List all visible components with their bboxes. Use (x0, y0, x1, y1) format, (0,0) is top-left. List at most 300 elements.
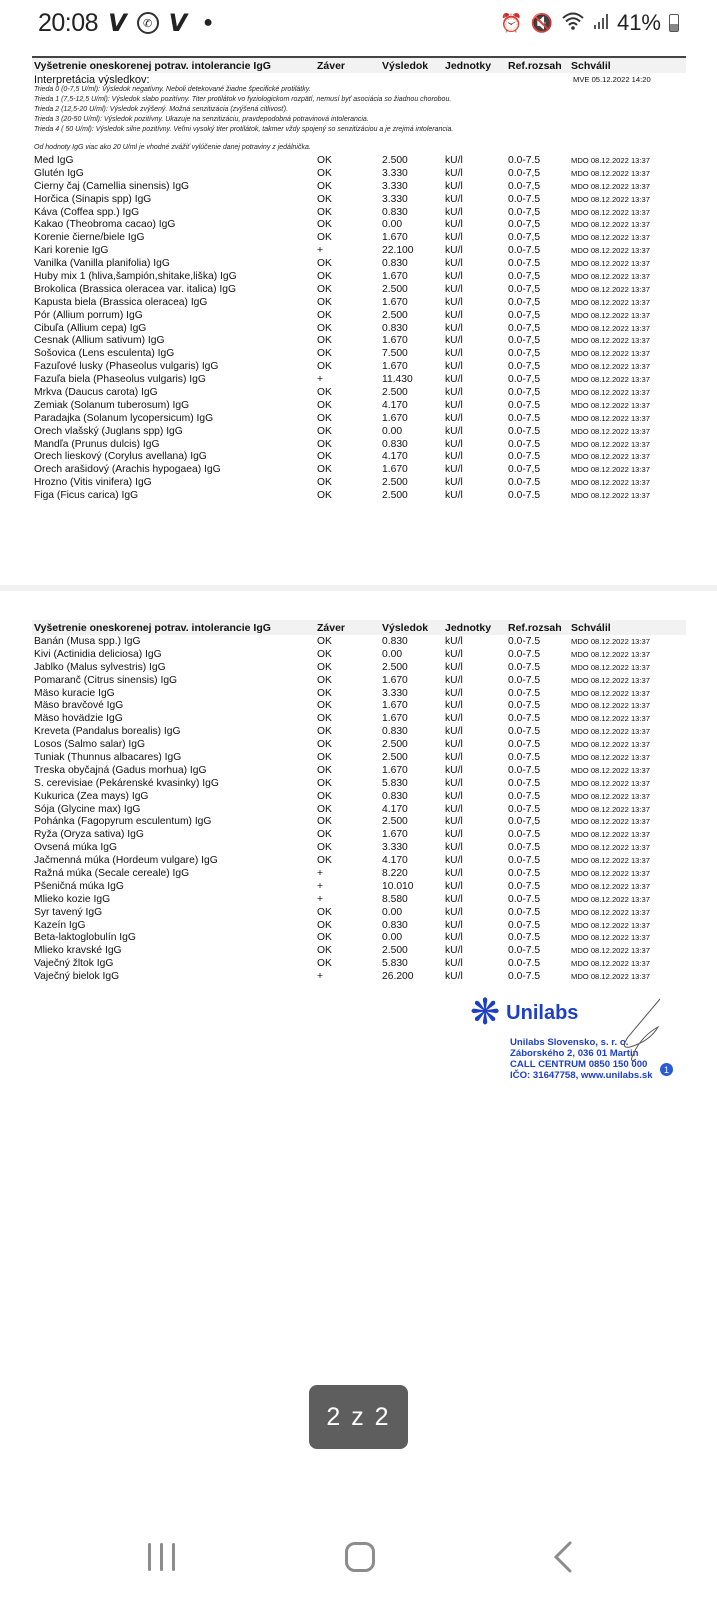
result-value: 8.580 (382, 893, 408, 905)
units: kU/l (445, 232, 463, 244)
header-jednotky: Jednotky (445, 59, 492, 72)
test-name: S. cerevisiae (Pekárenské kvasinky) IgG (34, 777, 219, 789)
reference-range: 0.0-7.5 (508, 726, 541, 738)
approved-by: MDO 08.12.2022 13:37 (571, 259, 650, 269)
stamp-line: CALL CENTRUM 0850 150 000 (510, 1059, 648, 1070)
reference-range: 0.0-7.5 (508, 842, 541, 854)
reference-range: 0.0-7,5 (508, 348, 541, 360)
recent-apps-icon-bar (148, 1543, 151, 1571)
units: kU/l (445, 374, 463, 386)
conclusion: OK (317, 700, 332, 712)
test-name: Fazuľa biela (Phaseolus vulgaris) IgG (34, 374, 206, 386)
conclusion: OK (317, 751, 332, 763)
reference-range: 0.0-7,5 (508, 322, 541, 334)
reference-range: 0.0-7.5 (508, 700, 541, 712)
test-name: Treska obyčajná (Gadus morhua) IgG (34, 764, 207, 776)
table-row (32, 738, 686, 751)
conclusion: OK (317, 386, 332, 398)
test-name: Mäso bravčové IgG (34, 700, 124, 712)
unilabs-snowflake-icon: ❋ (470, 992, 501, 1033)
reference-range: 0.0-7.5 (508, 751, 541, 763)
units: kU/l (445, 880, 463, 892)
interpretation-line: Trieda 2 (12,5-20 U/ml): Výsledok zvýšený. Možná senzitizácia (zvýšená citlivosť). (34, 106, 289, 113)
unilabs-logo (470, 992, 579, 1033)
approved-by: MDO 08.12.2022 13:37 (571, 336, 650, 346)
home-icon (345, 1542, 375, 1572)
test-name: Šošovica (Lens esculenta) IgG (34, 348, 175, 360)
units: kU/l (445, 490, 463, 502)
table-row (32, 450, 686, 463)
status-time: 20:08 (38, 8, 99, 37)
result-value: 1.670 (382, 296, 408, 308)
interpretation-approved: MVE 05.12.2022 14:20 (573, 75, 651, 84)
conclusion: OK (317, 270, 332, 282)
units: kU/l (445, 932, 463, 944)
test-name: Ovsená múka IgG (34, 842, 117, 854)
conclusion: OK (317, 193, 332, 205)
test-name: Fazuľové lusky (Phaseolus vulgaris) IgG (34, 361, 219, 373)
units: kU/l (445, 167, 463, 179)
result-value: 1.670 (382, 764, 408, 776)
units: kU/l (445, 726, 463, 738)
table-row (32, 725, 686, 738)
result-value: 4.170 (382, 451, 408, 463)
test-name: Mandľa (Prunus dulcis) IgG (34, 438, 160, 450)
result-value: 0.830 (382, 790, 408, 802)
conclusion: OK (317, 180, 332, 192)
result-value: 26.200 (382, 971, 414, 983)
result-value: 3.330 (382, 687, 408, 699)
result-value: 8.220 (382, 867, 408, 879)
table-row (32, 463, 686, 476)
result-value: 1.670 (382, 335, 408, 347)
result-value: 2.500 (382, 154, 408, 166)
approved-by: MDO 08.12.2022 13:37 (571, 946, 650, 956)
table-row (32, 764, 686, 777)
result-value: 0.00 (382, 648, 403, 660)
reference-range: 0.0-7,5 (508, 816, 541, 828)
result-value: 22.100 (382, 245, 414, 257)
approved-by: MDO 08.12.2022 13:37 (571, 323, 650, 333)
result-value: 2.500 (382, 309, 408, 321)
reference-range: 0.0-7.5 (508, 867, 541, 879)
conclusion: OK (317, 661, 332, 673)
table-row (32, 373, 686, 386)
header-title: Vyšetrenie oneskorenej potrav. intolerancie IgG (34, 59, 271, 72)
test-name: Orech lieskový (Corylus avellana) IgG (34, 451, 207, 463)
conclusion: OK (317, 412, 332, 424)
result-value: 0.830 (382, 726, 408, 738)
alarm-icon: ⏰ (500, 12, 523, 34)
table-row (32, 751, 686, 764)
wifi-icon (561, 11, 585, 36)
result-value: 3.330 (382, 180, 408, 192)
conclusion: OK (317, 829, 332, 841)
table-row (32, 699, 686, 712)
document-page-1[interactable] (32, 48, 686, 508)
reference-range: 0.0-7.5 (508, 739, 541, 751)
header-ref: Ref.rozsah (508, 621, 562, 634)
conclusion: OK (317, 219, 332, 231)
navigation-bar (0, 1510, 717, 1600)
table-row (32, 648, 686, 661)
viber-v-icon: V (168, 9, 188, 37)
test-name: Horčica (Sinapis spp) IgG (34, 193, 152, 205)
header-vysledok: Výsledok (382, 59, 429, 72)
units: kU/l (445, 764, 463, 776)
result-value: 0.830 (382, 206, 408, 218)
result-value: 2.500 (382, 945, 408, 957)
battery-charging-icon (669, 14, 679, 32)
reference-range: 0.0-7.5 (508, 661, 541, 673)
table-row (32, 790, 686, 803)
conclusion: OK (317, 790, 332, 802)
reference-range: 0.0-7.5 (508, 932, 541, 944)
conclusion: OK (317, 490, 332, 502)
approved-by: MDO 08.12.2022 13:37 (571, 933, 650, 943)
reference-range: 0.0-7.5 (508, 635, 541, 647)
test-name: Mlieko kozie IgG (34, 893, 111, 905)
table-row (32, 412, 686, 425)
home-button[interactable] (343, 1540, 377, 1574)
approved-by: MDO 08.12.2022 13:37 (571, 649, 650, 659)
header-jednotky: Jednotky (445, 621, 492, 634)
unilabs-stamp (470, 992, 685, 1085)
header-title: Vyšetrenie oneskorenej potrav. intolerancie IgG (34, 621, 271, 634)
table-row (32, 438, 686, 451)
table-row (32, 880, 686, 893)
interpretation-line: Trieda 0 (0-7,5 U/ml): Výsledok negatívny. Neboli detekované žiadne špecifické protilátky. (34, 86, 311, 93)
test-name: Pór (Allium porrum) IgG (34, 309, 143, 321)
result-value: 3.330 (382, 167, 408, 179)
approved-by: MDO 08.12.2022 13:37 (571, 636, 650, 646)
approved-by: MDO 08.12.2022 13:37 (571, 297, 650, 307)
conclusion: OK (317, 674, 332, 686)
table-row (32, 322, 686, 335)
conclusion: OK (317, 816, 332, 828)
approved-by: MDO 08.12.2022 13:37 (571, 752, 650, 762)
units: kU/l (445, 855, 463, 867)
table-row (32, 309, 686, 322)
unilabs-brand: Unilabs (506, 1001, 579, 1024)
units: kU/l (445, 258, 463, 270)
result-value: 2.500 (382, 490, 408, 502)
approved-by: MDO 08.12.2022 13:37 (571, 349, 650, 359)
signal-icon (593, 12, 609, 35)
units: kU/l (445, 829, 463, 841)
approved-by: MDO 08.12.2022 13:37 (571, 181, 650, 191)
units: kU/l (445, 438, 463, 450)
test-name: Glutén IgG (34, 167, 84, 179)
reference-range: 0.0-7.5 (508, 893, 541, 905)
conclusion: OK (317, 399, 332, 411)
reference-range: 0.0-7.5 (508, 412, 541, 424)
reference-range: 0.0-7,5 (508, 232, 541, 244)
test-name: Orech vlašský (Juglans spp) IgG (34, 425, 183, 437)
result-value: 1.670 (382, 464, 408, 476)
conclusion: OK (317, 842, 332, 854)
reference-range: 0.0-7.5 (508, 906, 541, 918)
test-name: Káva (Coffea spp.) IgG (34, 206, 140, 218)
approved-by: MDO 08.12.2022 13:37 (571, 830, 650, 840)
approved-by: MDO 08.12.2022 13:37 (571, 426, 650, 436)
conclusion: OK (317, 726, 332, 738)
back-button[interactable] (548, 1540, 578, 1574)
result-value: 4.170 (382, 855, 408, 867)
table-row (32, 360, 686, 373)
approved-by: MDO 08.12.2022 13:37 (571, 881, 650, 891)
conclusion: + (317, 880, 324, 892)
conclusion: OK (317, 283, 332, 295)
approved-by: MDO 08.12.2022 13:37 (571, 155, 650, 165)
table-row (32, 334, 686, 347)
table-row (32, 919, 686, 932)
reference-range: 0.0-7.5 (508, 880, 541, 892)
test-name: Korenie čierne/biele IgG (34, 232, 145, 244)
units: kU/l (445, 751, 463, 763)
units: kU/l (445, 309, 463, 321)
approved-by: MDO 08.12.2022 13:37 (571, 843, 650, 853)
units: kU/l (445, 296, 463, 308)
conclusion: OK (317, 154, 332, 166)
reference-range: 0.0-7.5 (508, 477, 541, 489)
page-separator (0, 585, 717, 591)
result-value: 0.830 (382, 258, 408, 270)
reference-range: 0.0-7.5 (508, 193, 541, 205)
document-page-2[interactable] (32, 620, 686, 992)
units: kU/l (445, 180, 463, 192)
test-name: Sója (Glycine max) IgG (34, 803, 141, 815)
test-name: Kukurica (Zea mays) IgG (34, 790, 149, 802)
conclusion: OK (317, 464, 332, 476)
viber-phone-icon: ✆ (137, 12, 159, 34)
approved-by: MDO 08.12.2022 13:37 (571, 168, 650, 178)
test-name: Ryža (Oryza sativa) IgG (34, 829, 144, 841)
reference-range: 0.0-7.5 (508, 648, 541, 660)
status-right (500, 10, 679, 36)
table-row (32, 893, 686, 906)
table-row (32, 167, 686, 180)
reference-range: 0.0-7,5 (508, 283, 541, 295)
reference-range: 0.0-7.5 (508, 803, 541, 815)
table-row (32, 180, 686, 193)
table-row (32, 635, 686, 648)
header-schvalil: Schválil (571, 59, 611, 72)
header-zaver: Záver (317, 621, 346, 634)
test-name: Pomaranč (Citrus sinensis) IgG (34, 674, 178, 686)
interpretation-title: Interpretácia výsledkov: (34, 73, 150, 86)
units: kU/l (445, 386, 463, 398)
recent-apps-button[interactable] (143, 1540, 179, 1574)
conclusion: OK (317, 309, 332, 321)
table-row (32, 815, 686, 828)
table-row (32, 931, 686, 944)
conclusion: OK (317, 206, 332, 218)
approved-by: MDO 08.12.2022 13:37 (571, 817, 650, 827)
reference-range: 0.0-7.5 (508, 790, 541, 802)
reference-range: 0.0-7.5 (508, 958, 541, 970)
units: kU/l (445, 425, 463, 437)
approved-by: MDO 08.12.2022 13:37 (571, 452, 650, 462)
reference-range: 0.0-7,5 (508, 270, 541, 282)
conclusion: + (317, 867, 324, 879)
approved-by: MDO 08.12.2022 13:37 (571, 478, 650, 488)
result-value: 0.00 (382, 906, 403, 918)
result-value: 2.500 (382, 751, 408, 763)
interpretation-line: Trieda 4 ( 50 U/ml): Výsledok silne pozitívny. Veľmi vysoký titer protilátok, takmer vždy spojený so senzitizáciou a je zrejmá intolerancia. (34, 126, 454, 133)
approved-by: MDO 08.12.2022 13:37 (571, 375, 650, 385)
conclusion: OK (317, 803, 332, 815)
results-table-page-2 (32, 635, 686, 983)
reference-range: 0.0-7.5 (508, 687, 541, 699)
test-name: Paradajka (Solanum lycopersicum) IgG (34, 412, 214, 424)
units: kU/l (445, 687, 463, 699)
test-name: Vaječný žĺtok IgG (34, 958, 114, 970)
results-table-page-1 (32, 154, 686, 502)
reference-range: 0.0-7.5 (508, 919, 541, 931)
units: kU/l (445, 335, 463, 347)
conclusion: OK (317, 451, 332, 463)
test-name: Huby mix 1 (hliva,šampión,shitake,liška) IgG (34, 270, 237, 282)
recent-apps-icon-bar (160, 1543, 163, 1571)
table-row (32, 476, 686, 489)
reference-range: 0.0-7.5 (508, 438, 541, 450)
test-name: Banán (Musa spp.) IgG (34, 635, 141, 647)
approved-by: MDO 08.12.2022 13:37 (571, 727, 650, 737)
approved-by: MDO 08.12.2022 13:37 (571, 387, 650, 397)
status-left (38, 9, 213, 38)
test-name: Orech arašidový (Arachis hypogaea) IgG (34, 464, 221, 476)
conclusion: OK (317, 425, 332, 437)
conclusion: + (317, 971, 324, 983)
signature-icon (610, 997, 670, 1067)
table-row (32, 803, 686, 816)
table-row (32, 687, 686, 700)
result-value: 1.670 (382, 700, 408, 712)
units: kU/l (445, 906, 463, 918)
result-value: 0.830 (382, 635, 408, 647)
conclusion: + (317, 893, 324, 905)
result-value: 4.170 (382, 803, 408, 815)
page-indicator: 2 z 2 (309, 1385, 408, 1449)
test-name: Čierny čaj (Camellia sinensis) IgG (34, 180, 190, 192)
table-row (32, 867, 686, 880)
units: kU/l (445, 193, 463, 205)
test-name: Kari korenie IgG (34, 245, 109, 257)
approved-by: MDO 08.12.2022 13:37 (571, 765, 650, 775)
table-row (32, 270, 686, 283)
table-row (32, 206, 686, 219)
table-row (32, 841, 686, 854)
conclusion: OK (317, 232, 332, 244)
conclusion: OK (317, 855, 332, 867)
conclusion: OK (317, 361, 332, 373)
units: kU/l (445, 842, 463, 854)
approved-by: MDO 08.12.2022 13:37 (571, 220, 650, 230)
table-row (32, 154, 686, 167)
reference-range: 0.0-7,5 (508, 309, 541, 321)
test-name: Kivi (Actinidia deliciosa) IgG (34, 648, 162, 660)
conclusion: OK (317, 635, 332, 647)
stamp-line: IČO: 31647758, www.unilabs.sk (510, 1070, 653, 1081)
reference-range: 0.0-7.5 (508, 764, 541, 776)
result-value: 1.670 (382, 412, 408, 424)
result-value: 11.430 (382, 374, 413, 386)
test-name: Mäso kuracie IgG (34, 687, 115, 699)
result-value: 1.670 (382, 829, 408, 841)
approved-by: MDO 08.12.2022 13:37 (571, 778, 650, 788)
table-row (32, 193, 686, 206)
conclusion: + (317, 245, 324, 257)
approved-by: MDO 08.12.2022 13:37 (571, 284, 650, 294)
test-name: Mlieko kravské IgG (34, 945, 122, 957)
result-value: 4.170 (382, 399, 408, 411)
approved-by: MDO 08.12.2022 13:37 (571, 972, 650, 982)
test-name: Ražná múka (Secale cereale) IgG (34, 867, 190, 879)
reference-range: 0.0-7,5 (508, 167, 541, 179)
interpretation-heading (32, 73, 686, 86)
units: kU/l (445, 245, 463, 257)
conclusion: OK (317, 764, 332, 776)
table-row (32, 231, 686, 244)
table-row (32, 970, 686, 983)
table-row (32, 777, 686, 790)
conclusion: OK (317, 687, 332, 699)
test-name: Vaječný bielok IgG (34, 971, 120, 983)
units: kU/l (445, 154, 463, 166)
table-row (32, 674, 686, 687)
approved-by: MDO 08.12.2022 13:37 (571, 362, 650, 372)
test-name: Kreveta (Pandalus borealis) IgG (34, 726, 181, 738)
test-name: Pšeničná múka IgG (34, 880, 124, 892)
table-row (32, 661, 686, 674)
conclusion: OK (317, 348, 332, 360)
test-name: Beta-laktoglobulín IgG (34, 932, 136, 944)
header-vysledok: Výsledok (382, 621, 429, 634)
conclusion: + (317, 374, 324, 386)
table-row (32, 712, 686, 725)
test-name: Brokolica (Brassica oleracea var. italica) IgG (34, 283, 237, 295)
conclusion: OK (317, 477, 332, 489)
approved-by: MDO 08.12.2022 13:37 (571, 310, 650, 320)
result-value: 0.00 (382, 425, 403, 437)
approved-by: MDO 08.12.2022 13:37 (571, 804, 650, 814)
reference-range: 0.0-7.5 (508, 713, 541, 725)
table-row (32, 828, 686, 841)
units: kU/l (445, 322, 463, 334)
header-zaver: Záver (317, 59, 346, 72)
table-row (32, 283, 686, 296)
result-value: 0.00 (382, 219, 403, 231)
units: kU/l (445, 661, 463, 673)
approved-by: MDO 08.12.2022 13:37 (571, 491, 650, 501)
conclusion: OK (317, 958, 332, 970)
test-name: Jačmenná múka (Hordeum vulgare) IgG (34, 855, 218, 867)
approved-by: MDO 08.12.2022 13:37 (571, 271, 650, 281)
units: kU/l (445, 739, 463, 751)
result-value: 3.330 (382, 842, 408, 854)
reference-range: 0.0-7.5 (508, 829, 541, 841)
table-row (32, 347, 686, 360)
result-value: 2.500 (382, 386, 408, 398)
test-name: Zemiak (Solanum tuberosum) IgG (34, 399, 190, 411)
reference-range: 0.0-7,5 (508, 386, 541, 398)
reference-range: 0.0-7,5 (508, 361, 541, 373)
approved-by: MDO 08.12.2022 13:37 (571, 465, 650, 475)
reference-range: 0.0-7.5 (508, 245, 541, 257)
test-name: Cibuľa (Allium cepa) IgG (34, 322, 147, 334)
interpretation-line: Trieda 3 (20-50 U/ml): Výsledok pozitívny. Ukazuje na senzitizáciu, pravdepodobná potravinová intolerancia. (34, 116, 369, 123)
